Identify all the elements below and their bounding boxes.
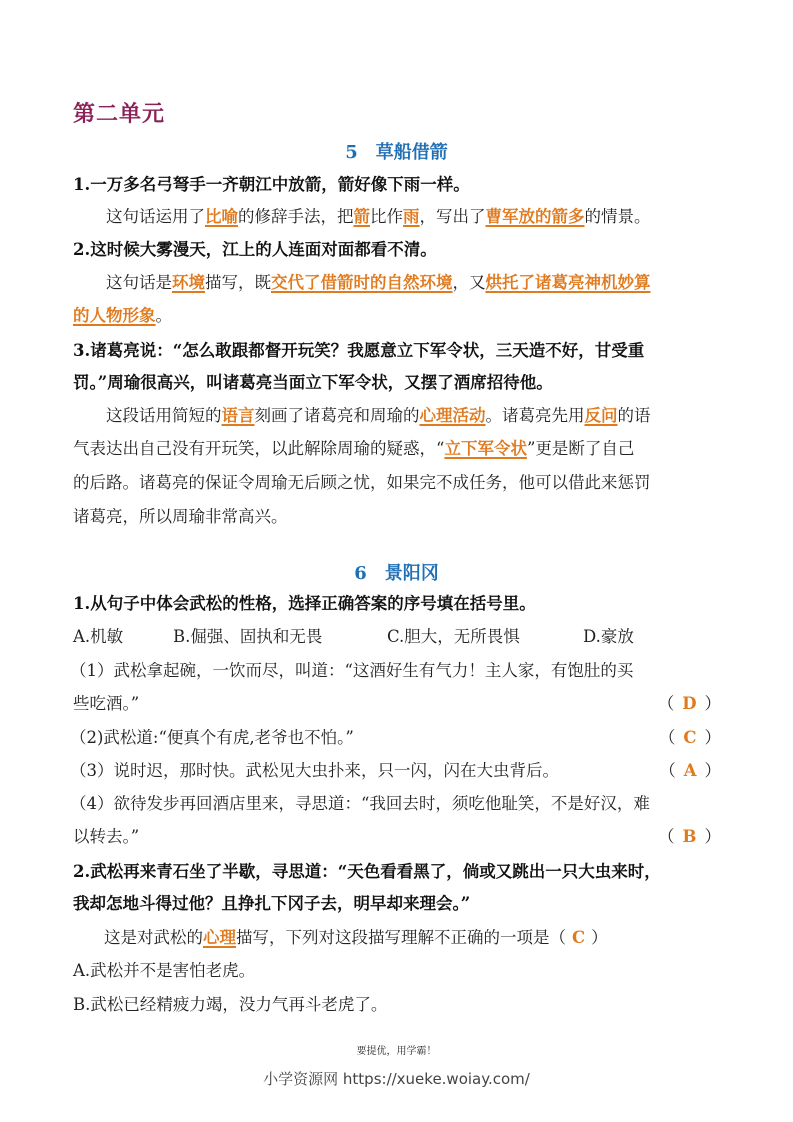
answer-text: ，写出了	[419, 207, 486, 226]
answer-keyword: 立下军令状	[444, 439, 527, 458]
answer-letter: D	[682, 694, 697, 713]
item-1-answer: （ D ）	[657, 694, 721, 713]
answer-text: 这是对武松的	[104, 928, 203, 947]
answer-keyword: 曹军放的箭多	[485, 207, 585, 226]
answer-keyword: 环境	[172, 273, 205, 292]
lesson-6-question-1: 1.从句子中体会武松的性格，选择正确答案的序号填在括号里。	[73, 594, 536, 613]
answer-keyword: 语言	[221, 406, 255, 425]
answer-text: 的情景。	[584, 207, 651, 226]
lesson-6-answer-2	[73, 927, 725, 949]
lesson-6-title: 6 景阳冈	[354, 563, 439, 584]
answer-keyword: 反问	[584, 406, 618, 425]
answer-text: 这段话用简短的	[106, 406, 222, 425]
lesson-5-answer-3-line-3: 的后路。诸葛亮的保证令周瑜无后顾之忧，如果完不成任务，他可以借此来惩罚	[73, 473, 651, 492]
answer-text: 这句话运用了	[106, 207, 205, 226]
footer-slogan: 要提优，用学霸！	[356, 1046, 437, 1057]
item-4-answer: （ B ）	[658, 827, 721, 846]
answer-keyword: 比喻	[205, 207, 238, 226]
choice-a: A.武松并不是害怕老虎。	[73, 961, 256, 980]
option-a: A.机敏	[73, 627, 124, 646]
answer-text: 。	[155, 306, 172, 325]
item-4-line-1: （4）欲待发步再回酒店里来，寻思道：“我回去时，须吃他耻笑，不是好汉，难	[70, 794, 650, 813]
answer-text: 这句话是	[106, 273, 172, 292]
option-d: D.豪放	[583, 627, 634, 646]
answer-text: 气表达出自己没有开玩笑，以此解除周瑜的疑惑，“	[73, 439, 445, 458]
item-1-line-1: （1）武松拿起碗，一饮而尽，叫道：“这酒好生有气力！主人家，有饱肚的买	[70, 661, 634, 680]
answer-text: 刻画了诸葛亮和周瑜的	[254, 406, 420, 425]
answer-keyword: 交代了借箭时的自然环境	[271, 273, 453, 292]
lesson-5-answer-3-line-1	[73, 405, 725, 427]
answer-text: ，又	[452, 273, 486, 292]
choice-b: B.武松已经精疲力竭，没力气再斗老虎了。	[73, 995, 388, 1014]
item-2-answer: （ C ）	[658, 728, 721, 747]
option-list	[73, 626, 725, 648]
lesson-5-answer-2-line-1	[73, 272, 725, 294]
answer-text: ”更是断了自己	[526, 439, 635, 458]
answer-keyword: 烘托了诸葛亮神机妙算	[485, 273, 651, 292]
lesson-6-question-2-line-2: 我却怎地斗得过他？且挣扎下冈子去，明早却来理会。”	[73, 894, 471, 913]
option-b: B.倔强、固执和无畏	[173, 627, 323, 646]
answer-keyword: 雨	[403, 207, 420, 226]
lesson-5-answer-2-line-2	[73, 305, 725, 327]
answer-text: 的语	[617, 406, 651, 425]
item-3-line-1: （3）说时迟，那时快。武松见大虫扑来，只一闪，闪在大虫背后。	[70, 761, 559, 780]
answer-keyword: 心理	[203, 928, 236, 947]
option-c: C.胆大，无所畏惧	[387, 627, 520, 646]
answer-text: 的修辞手法，把	[238, 207, 354, 226]
answer-keyword: 的人物形象	[73, 306, 156, 325]
item-4-line-2: 以转去。”	[73, 827, 140, 846]
answer-letter: C	[572, 928, 586, 947]
lesson-5-answer-1	[73, 206, 725, 228]
lesson-5-title: 5 草船借箭	[345, 142, 448, 163]
answer-keyword: 心理活动	[419, 406, 486, 425]
answer-letter: C	[683, 728, 697, 747]
item-1-line-2: 些吃酒。”	[73, 694, 140, 713]
answer-keyword: 箭	[353, 207, 370, 226]
lesson-5-question-1: 1.一万多名弓弩手一齐朝江中放箭，箭好像下雨一样。	[73, 175, 470, 194]
lesson-5-answer-3-line-4: 诸葛亮，所以周瑜非常高兴。	[73, 507, 288, 526]
lesson-5-question-3-line-2: 罚。”周瑜很高兴，叫诸葛亮当面立下军令状，又摆了酒席招待他。	[73, 373, 553, 392]
item-3-answer: （ A ）	[659, 761, 721, 780]
answer-text: 描写，既	[205, 273, 271, 292]
lesson-6-question-2-line-1: 2.武松再来青石坐了半歇，寻思道：“天色看看黑了，倘或又跳出一只大虫来时，	[73, 862, 661, 881]
unit-title: 第二单元	[73, 101, 166, 127]
answer-letter: B	[682, 827, 697, 846]
item-2-line-1: （2)武松道:“便真个有虎,老爷也不怕。”	[70, 728, 354, 747]
lesson-5-question-3-line-1: 3.诸葛亮说：“怎么敢跟都督开玩笑？我愿意立下军令状，三天造不好，甘受重	[73, 341, 645, 360]
lesson-5-question-2: 2.这时候大雾漫天，江上的人连面对面都看不清。	[73, 240, 437, 259]
lesson-5-answer-3-line-2	[73, 438, 725, 460]
answer-text: 描写，下列对这段描写理解不正确的一项是（	[236, 928, 566, 947]
site-watermark: 小学资源网 https://xueke.woiay.com/	[263, 1070, 530, 1088]
answer-letter: A	[683, 761, 697, 780]
answer-text: ）	[591, 928, 608, 947]
answer-text: 比作	[370, 207, 403, 226]
answer-text: 。诸葛亮先用	[485, 406, 585, 425]
